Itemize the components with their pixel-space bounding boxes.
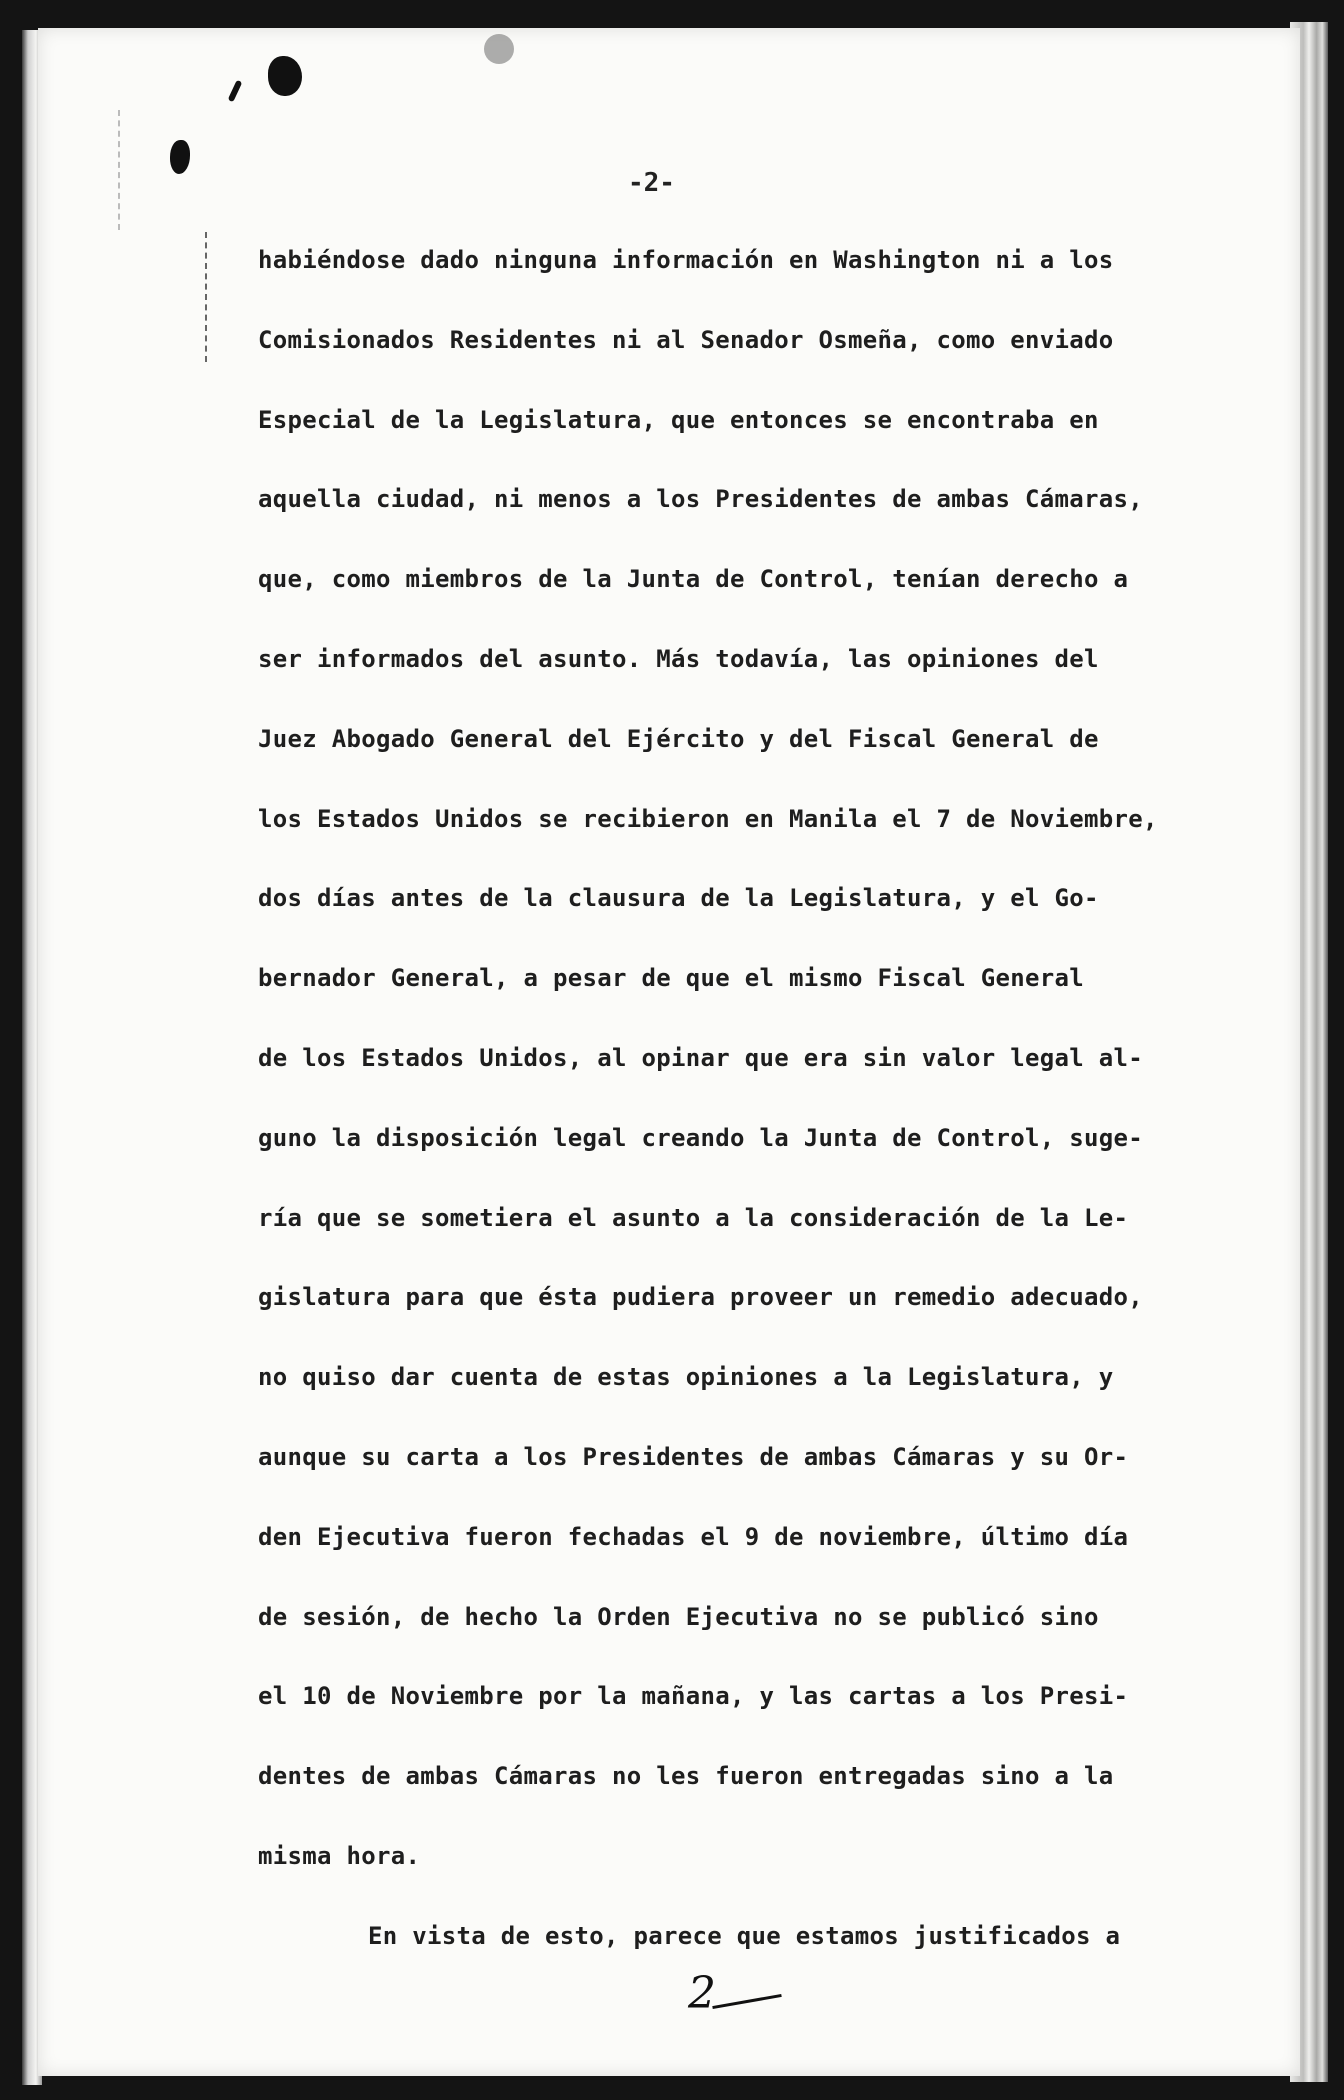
handwritten-page-mark: 2 [688,1968,716,2019]
text-line: gislatura para que ésta pudiera proveer un remedio adecuado, [258,1283,1143,1312]
text-line: bernador General, a pesar de que el mismo Fiscal General [258,964,1084,993]
text-line: aunque su carta a los Presidentes de ambas Cámaras y su Or- [258,1442,1129,1471]
text-line: habiéndose dado ninguna información en Washington ni a los [258,246,1114,274]
text-line: Juez Abogado General del Ejército y del Fiscal General de [258,724,1099,753]
text-line: den Ejecutiva fueron fechadas el 9 de noviembre, último día [258,1522,1129,1551]
ink-blot [484,34,514,64]
text-line: aquella ciudad, ni menos a los Presidentes de ambas Cámaras, [258,485,1143,514]
text-line: ría que se sometiera el asunto a la consideración de la Le- [258,1203,1129,1232]
typed-text-body [258,240,1268,1996]
text-line: de los Estados Unidos, al opinar que era sin valor legal al- [258,1043,1143,1072]
text-line: no quiso dar cuenta de estas opiniones a la Legislatura, y [258,1363,1114,1392]
text-line: que, como miembros de la Junta de Control, tenían derecho a [258,565,1129,594]
text-line: ser informados del asunto. Más todavía, las opiniones del [258,644,1099,673]
text-line: guno la disposición legal creando la Junta de Control, suge- [258,1123,1143,1152]
paragraph-start-line: En vista de esto, parece que estamos justificados a [368,1921,1121,1950]
page-number: -2- [628,168,675,198]
ink-blot [268,56,302,96]
text-line: Especial de la Legislatura, que entonces se encontraba en [258,405,1099,434]
text-line: dos días antes de la clausura de la Legislatura, y el Go- [258,884,1099,913]
text-line: de sesión, de hecho la Orden Ejecutiva no se publicó sino [258,1602,1099,1631]
text-line: dentes de ambas Cámaras no les fueron entregadas sino a la [258,1762,1114,1791]
text-line: misma hora. [258,1841,421,1870]
margin-marks [118,110,124,230]
text-line: el 10 de Noviembre por la mañana, y las cartas a los Presi- [258,1682,1129,1711]
text-line: los Estados Unidos se recibieron en Manila el 7 de Noviembre, [258,804,1158,833]
margin-marks [205,232,215,362]
text-line: Comisionados Residentes ni al Senador Osmeña, como enviado [258,325,1114,354]
